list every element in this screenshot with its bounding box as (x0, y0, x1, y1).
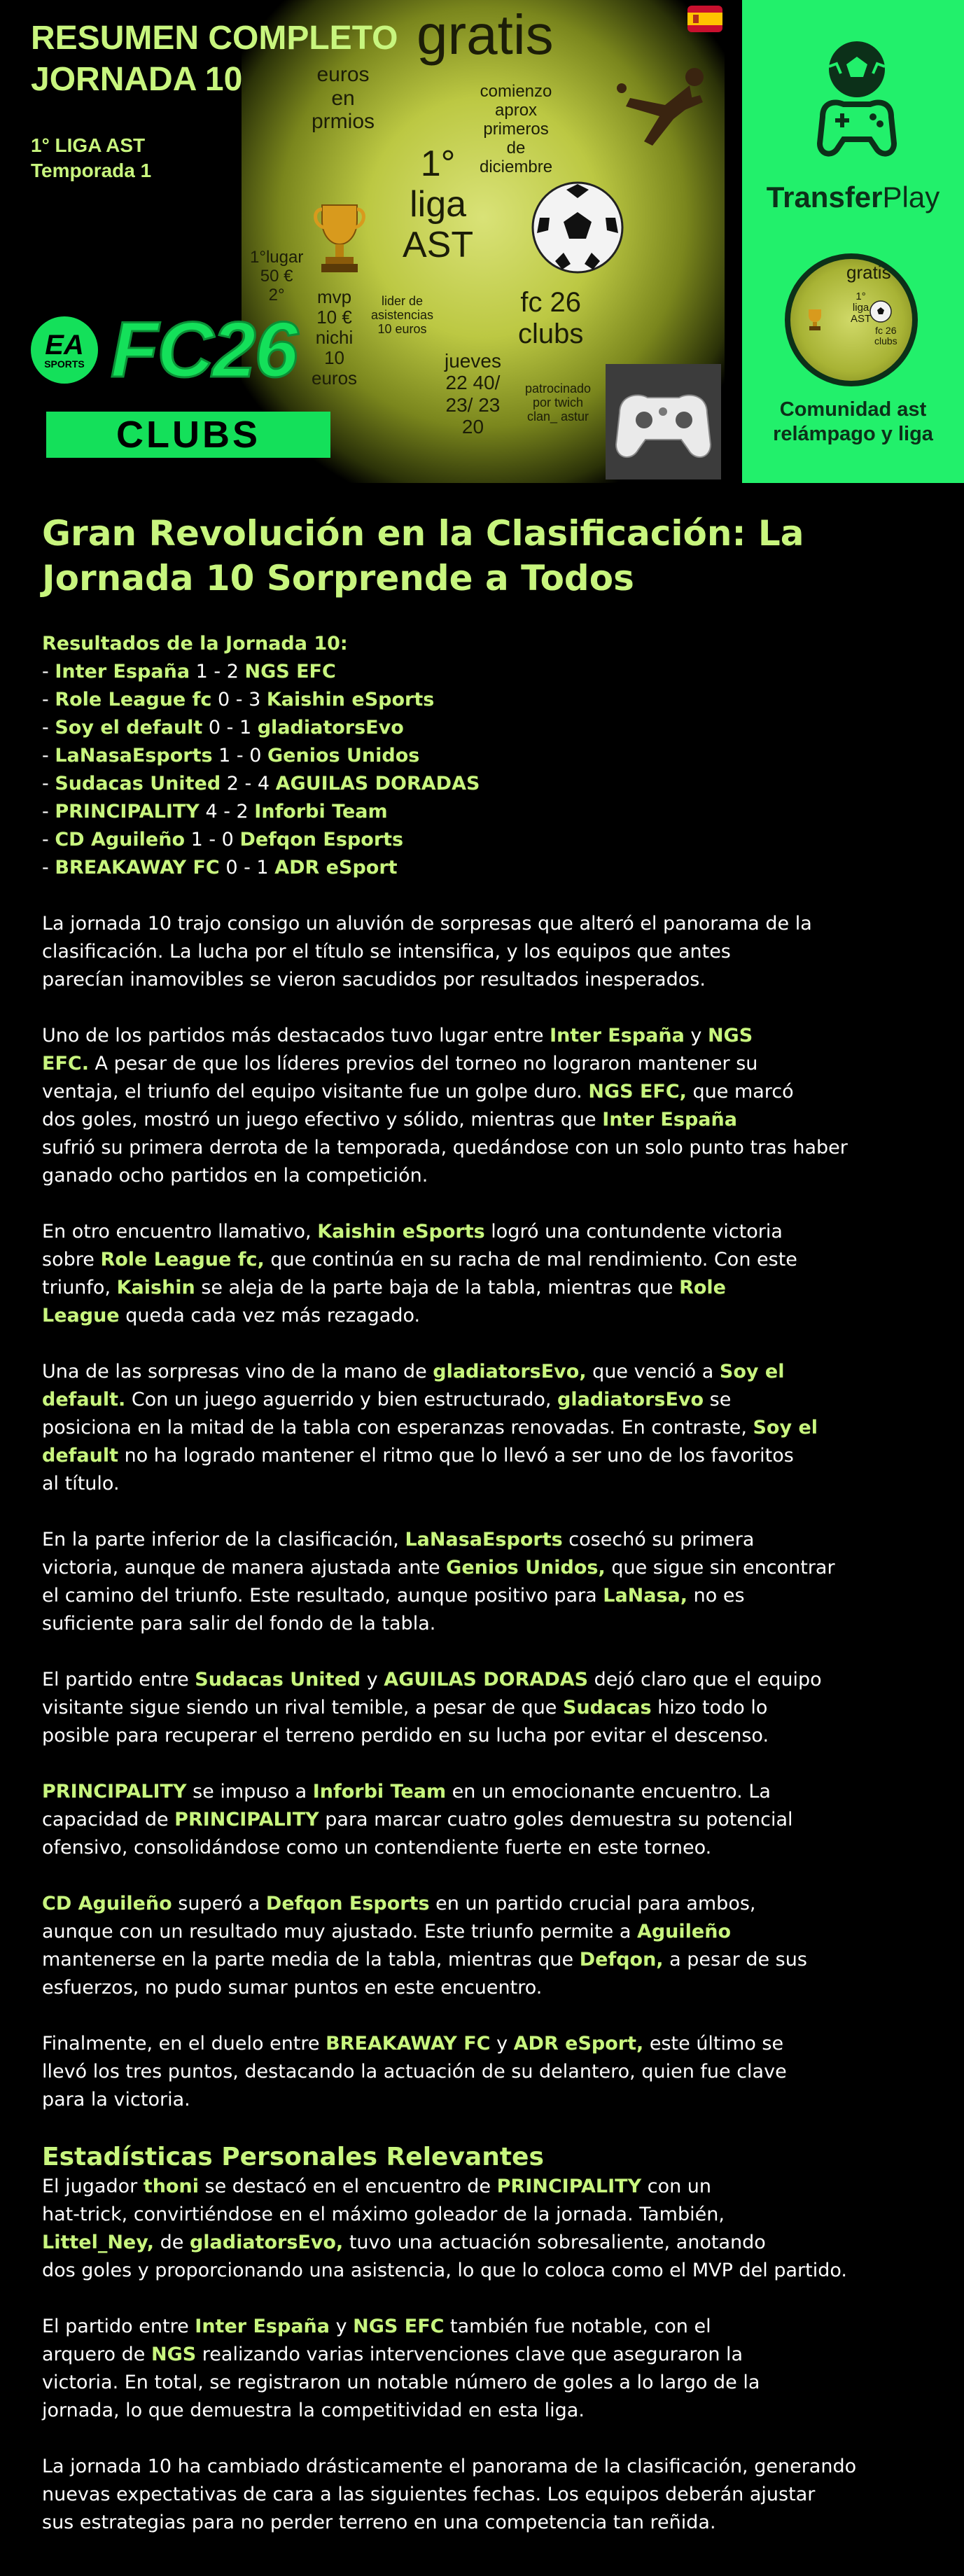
community-avatar[interactable]: gratis 1° liga AST fc 26 clubs (785, 253, 918, 386)
header-title: RESUMEN COMPLETO JORNADA 10 (31, 20, 398, 99)
team-highlight: Defqon, (579, 1949, 664, 1970)
paragraph-line (42, 2341, 924, 2369)
transferplay-name: TransferPlay (766, 181, 940, 214)
text-segment: y (330, 2316, 354, 2337)
text-segment: sobre (42, 1249, 101, 1270)
team-highlight: Inter España (195, 2316, 330, 2337)
text-segment: capacidad de (42, 1809, 175, 1830)
paragraph-line (42, 1806, 924, 1834)
paragraph-line (42, 2229, 924, 2257)
article-paragraph (42, 1778, 924, 1862)
team-highlight: Defqon Esports (265, 1893, 430, 1914)
season-label: Temporada 1 (31, 160, 152, 182)
text-segment: ofensivo, consolidándose como un contendiente fuerte en este torneo. (42, 1837, 712, 1858)
away-team: Kaishin eSports (266, 689, 435, 710)
stats-heading: Estadísticas Personales Relevantes (42, 2143, 544, 2171)
paragraph-line (42, 1218, 924, 1246)
text-segment: posible para recuperar el terreno perdido en su lucha por evitar el descenso. (42, 1725, 769, 1746)
text-segment: El partido entre (42, 1669, 195, 1690)
paragraph-line (42, 1386, 924, 1414)
team-highlight: default. (42, 1389, 126, 1410)
team-highlight: Aguileño (636, 1921, 731, 1942)
clubs-label: CLUBS (46, 412, 330, 458)
text-segment: que marcó (686, 1081, 794, 1102)
team-highlight: Sudacas United (195, 1669, 361, 1690)
poster-prize-text: euros en prmios (312, 63, 375, 134)
community-caption: Comunidad ast relámpago y liga (773, 398, 933, 446)
paragraph-line (42, 966, 924, 994)
text-segment: arquero de (42, 2344, 151, 2365)
text-segment: se (704, 1389, 732, 1410)
match-score: 0 - 1 (208, 717, 252, 738)
text-segment: de (154, 2232, 190, 2253)
team-highlight: EFC. (42, 1053, 89, 1074)
team-highlight: LaNasa, (603, 1585, 688, 1606)
paragraph-line (42, 2257, 924, 2285)
text-segment: sus estrategias para no perder terreno en una competencia tan reñida. (42, 2512, 716, 2533)
paragraph-line (42, 2369, 924, 2397)
text-segment: A pesar de que los líderes previos del torneo no lograron mantener su (88, 1053, 758, 1074)
text-segment: nuevas expectativas de cara a las siguientes fechas. Los equipos deberán ajustar (42, 2484, 816, 2505)
paragraph-line (42, 2397, 924, 2425)
result-row: - CD Aguileño 1 - 0 Defqon Esports (42, 829, 404, 850)
text-segment: victoria, aunque de manera ajustada ante (42, 1557, 447, 1578)
text-segment: y (490, 2033, 514, 2054)
text-segment: dos goles, mostró un juego efectivo y sólido, mientras que (42, 1109, 603, 1130)
team-highlight: PRINCIPALITY (42, 1781, 187, 1802)
article (42, 511, 924, 2565)
team-highlight: Inter España (550, 1025, 685, 1046)
text-segment: En la parte inferior de la clasificación, (42, 1529, 405, 1550)
header-banner (0, 0, 964, 483)
match-score: 0 - 1 (225, 857, 269, 878)
result-row: - BREAKAWAY FC 0 - 1 ADR eSport (42, 857, 398, 878)
text-segment: y (684, 1025, 708, 1046)
home-team: Soy el default (55, 717, 203, 738)
team-highlight: Inforbi Team (312, 1781, 447, 1802)
text-segment: hizo todo lo (651, 1697, 768, 1718)
soccer-ball-icon (529, 178, 627, 276)
text-segment: En otro encuentro llamativo, (42, 1221, 318, 1242)
team-highlight: LaNasaEsports (405, 1529, 563, 1550)
paragraph-line (42, 1414, 924, 1442)
results-list (42, 658, 924, 882)
paragraph-line (42, 1890, 924, 1918)
paragraph-line (42, 1974, 924, 2002)
paragraph-line (42, 1918, 924, 1946)
text-segment: este último se (643, 2033, 784, 2054)
text-segment: que sigue sin encontrar (605, 1557, 835, 1578)
team-highlight: thoni (143, 2176, 199, 2197)
result-row: - PRINCIPALITY 4 - 2 Inforbi Team (42, 801, 388, 822)
paragraph-line (42, 1134, 924, 1162)
poster-sponsor: patrocinado por twich clan_ astur (525, 382, 592, 424)
paragraph-line (42, 2453, 924, 2481)
team-highlight: Soy el (753, 1417, 818, 1438)
article-paragraph (42, 1218, 924, 1330)
text-segment: para la victoria. (42, 2089, 190, 2110)
result-row: - Inter España 1 - 2 NGS EFC (42, 661, 336, 682)
paragraph-line (42, 2058, 924, 2086)
text-segment: triunfo, (42, 1277, 117, 1298)
paragraph-line (42, 2173, 924, 2201)
gamepad-icon (606, 364, 721, 479)
paragraph-line (42, 1274, 924, 1302)
text-segment: hat-trick, convirtiéndose en el máximo goleador de la jornada. También, (42, 2204, 725, 2225)
team-highlight: gladiatorsEvo, (433, 1361, 587, 1382)
text-segment: victoria. En total, se registraron un notable número de goles a lo largo de la (42, 2372, 760, 2393)
text-segment: esfuerzos, no pudo sumar puntos en este encuentro. (42, 1977, 543, 1998)
result-row: - LaNasaEsports 1 - 0 Genios Unidos (42, 745, 420, 766)
article-paragraph (42, 2453, 924, 2537)
paragraph-line (42, 2086, 924, 2114)
home-team: PRINCIPALITY (55, 801, 200, 822)
team-highlight: default (42, 1445, 118, 1466)
poster-start-text: comienzo aprox primeros de diciembre (480, 82, 553, 176)
home-team: LaNasaEsports (55, 745, 213, 766)
paragraph-line (42, 1666, 924, 1694)
match-score: 1 - 0 (218, 745, 262, 766)
text-segment: Con un juego aguerrido y bien estructurado, (125, 1389, 558, 1410)
text-segment: no ha logrado mantener el ritmo que lo llevó a ser uno de los favoritos (118, 1445, 794, 1466)
article-paragraph (42, 1358, 924, 1498)
result-row: - Sudacas United 2 - 4 AGUILAS DORADAS (42, 773, 480, 794)
home-team: CD Aguileño (55, 829, 185, 850)
text-segment: El partido entre (42, 2316, 195, 2337)
text-segment: mantenerse en la parte media de la tabla, mientras que (42, 1949, 580, 1970)
article-paragraph (42, 1666, 924, 1750)
text-segment: logró una contundente victoria (484, 1221, 783, 1242)
paragraph-line (42, 1694, 924, 1722)
home-team: Sudacas United (55, 773, 221, 794)
home-team: BREAKAWAY FC (55, 857, 220, 878)
paragraph-line (42, 910, 924, 938)
poster-first-place: 1°lugar 50 € 2° (250, 248, 304, 304)
text-segment: se impuso a (186, 1781, 313, 1802)
text-segment: al título. (42, 1473, 120, 1494)
paragraph-line (42, 1526, 924, 1554)
team-highlight: NGS EFC (353, 2316, 445, 2337)
team-highlight: NGS (151, 2344, 197, 2365)
match-score: 1 - 2 (195, 661, 239, 682)
text-segment: se destacó en el encuentro de (198, 2176, 497, 2197)
team-highlight: Kaishin (116, 1277, 195, 1298)
text-segment: ventaja, el triunfo del equipo visitante fue un golpe duro. (42, 1081, 589, 1102)
paragraph-line (42, 1610, 924, 1638)
text-segment: en un partido crucial para ambos, (429, 1893, 756, 1914)
paragraph-line (42, 1722, 924, 1750)
team-highlight: AGUILAS DORADAS (384, 1669, 589, 1690)
text-segment: cosechó su primera (562, 1529, 755, 1550)
poster-league-text: 1° liga AST (403, 144, 474, 266)
ea-sports-logo: EA SPORTS (31, 316, 98, 384)
result-row: - Soy el default 0 - 1 gladiatorsEvo (42, 717, 404, 738)
article-paragraph (42, 2313, 924, 2425)
paragraph-line (42, 1050, 924, 1078)
team-highlight: CD Aguileño (42, 1893, 172, 1914)
text-segment: jornada, lo que demuestra la competitividad en esta liga. (42, 2400, 585, 2421)
article-paragraph (42, 1022, 924, 1190)
paragraph-line (42, 1162, 924, 1190)
mini-soccer-ball-icon (869, 300, 893, 323)
match-score: 4 - 2 (205, 801, 249, 822)
text-segment: El jugador (42, 2176, 144, 2197)
text-segment: dejó claro que el equipo (588, 1669, 822, 1690)
team-highlight: gladiatorsEvo (557, 1389, 704, 1410)
away-team: Inforbi Team (254, 801, 388, 822)
team-highlight: Sudacas (563, 1697, 652, 1718)
article-paragraph (42, 1890, 924, 2002)
team-highlight: Inter España (602, 1109, 737, 1130)
home-team: Role League fc (55, 689, 212, 710)
text-segment: suficiente para salir del fondo de la tabla. (42, 1613, 436, 1634)
text-segment: visitante sigue siendo un rival temible, a pesar de que (42, 1697, 564, 1718)
stats-body (42, 2173, 924, 2537)
text-segment: se aleja de la parte baja de la tabla, mientras que (195, 1277, 680, 1298)
team-highlight: NGS (707, 1025, 753, 1046)
mini-trophy-icon (806, 308, 824, 332)
team-highlight: Soy el (719, 1361, 785, 1382)
text-segment: Finalmente, en el duelo entre (42, 2033, 326, 2054)
text-segment: con un (641, 2176, 712, 2197)
text-segment: La jornada 10 ha cambiado drásticamente el panorama de la clasificación, generando (42, 2456, 857, 2477)
text-segment: parecían inamovibles se vieron sacudidos por resultados inesperados. (42, 969, 706, 990)
home-team: Inter España (55, 661, 190, 682)
text-segment: también fue notable, con el (444, 2316, 711, 2337)
paragraph-line (42, 1358, 924, 1386)
text-segment: clasificación. La lucha por el título se intensifica, y los equipos que antes (42, 941, 731, 962)
paragraph-line (42, 1582, 924, 1610)
text-segment: y (361, 1669, 384, 1690)
text-segment: tuvo una actuación sobresaliente, anotando (343, 2232, 766, 2253)
paragraph-line (42, 1554, 924, 1582)
article-paragraph (42, 2173, 924, 2285)
paragraph-line (42, 1246, 924, 1274)
transferplay-panel (742, 0, 964, 483)
match-score: 2 - 4 (226, 773, 270, 794)
text-segment: superó a (172, 1893, 266, 1914)
paragraph-line (42, 1106, 924, 1134)
team-highlight: Role (679, 1277, 726, 1298)
text-segment: que continúa en su racha de mal rendimiento. Con este (264, 1249, 797, 1270)
text-segment: ganado ocho partidos en la competición. (42, 1165, 428, 1186)
poster-fc26: fc 26 clubs (518, 287, 584, 349)
paragraph-line (42, 2030, 924, 2058)
text-segment: Uno de los partidos más destacados tuvo lugar entre (42, 1025, 550, 1046)
team-highlight: PRINCIPALITY (174, 1809, 319, 1830)
article-paragraph (42, 910, 924, 994)
spain-flag-icon (686, 0, 724, 38)
paragraph-line (42, 1302, 924, 1330)
team-highlight: NGS EFC, (588, 1081, 687, 1102)
text-segment: sufrió su primera derrota de la temporada, quedándose con un solo punto tras haber (42, 1137, 848, 1158)
text-segment: a pesar de sus (663, 1949, 807, 1970)
away-team: Defqon Esports (239, 829, 404, 850)
text-segment: que venció a (586, 1361, 720, 1382)
paragraph-line (42, 1778, 924, 1806)
team-highlight: Genios Unidos, (446, 1557, 606, 1578)
poster-schedule: jueves 22 40/ 23/ 23 20 (445, 350, 501, 438)
paragraph-line (42, 2509, 924, 2537)
text-segment: realizando varias intervenciones clave que aseguraron la (196, 2344, 743, 2365)
header-league-info (31, 133, 151, 184)
text-segment: aunque con un resultado muy ajustado. Este triunfo permite a (42, 1921, 637, 1942)
match-score: 1 - 0 (190, 829, 234, 850)
paragraph-line (42, 938, 924, 966)
team-highlight: PRINCIPALITY (496, 2176, 642, 2197)
away-team: AGUILAS DORADAS (275, 773, 480, 794)
paragraph-line (42, 2313, 924, 2341)
paragraph-line (42, 2481, 924, 2509)
text-segment: en un emocionante encuentro. La (446, 1781, 771, 1802)
paragraph-line (42, 1946, 924, 1974)
text-segment: Una de las sorpresas vino de la mano de (42, 1361, 433, 1382)
article-title: Gran Revolución en la Clasificación: La Jornada 10 Sorprende a Todos (42, 513, 804, 598)
paragraph-line (42, 1442, 924, 1470)
away-team: Genios Unidos (267, 745, 420, 766)
poster-mvp: mvp 10 € nichi 10 euros (312, 286, 358, 389)
team-highlight: gladiatorsEvo, (189, 2232, 344, 2253)
text-segment: dos goles y proporcionando una asistencia, lo que lo coloca como el MVP del partido. (42, 2260, 847, 2281)
away-team: NGS EFC (244, 661, 336, 682)
text-segment: posiciona en la mitad de la tabla con esperanzas renovadas. En contraste, (42, 1417, 753, 1438)
paragraph-line (42, 1078, 924, 1106)
team-highlight: League (42, 1305, 120, 1326)
player-silhouette-icon (616, 63, 714, 154)
match-score: 0 - 3 (217, 689, 261, 710)
results-heading: Resultados de la Jornada 10: (42, 633, 348, 654)
article-paragraph (42, 2030, 924, 2114)
league-name: 1° LIGA AST (31, 134, 146, 156)
article-paragraph (42, 1526, 924, 1638)
paragraph-line (42, 1834, 924, 1862)
away-team: gladiatorsEvo (257, 717, 404, 738)
article-body (42, 910, 924, 2114)
text-segment: La jornada 10 trajo consigo un aluvión de sorpresas que alteró el panorama de la (42, 913, 812, 934)
text-segment: el camino del triunfo. Este resultado, aunque positivo para (42, 1585, 603, 1606)
poster-assists-leader: lider de asistencias 10 euros (371, 294, 434, 337)
text-segment: queda cada vez más rezagado. (119, 1305, 421, 1326)
result-row: - Role League fc 0 - 3 Kaishin eSports (42, 689, 435, 710)
transferplay-logo-icon (816, 38, 898, 158)
fc26-logo: FC26 (111, 306, 297, 393)
team-highlight: Kaishin eSports (317, 1221, 485, 1242)
team-highlight: BREAKAWAY FC (326, 2033, 491, 2054)
paragraph-line (42, 1022, 924, 1050)
poster-gratis: gratis (417, 4, 554, 66)
paragraph-line (42, 1470, 924, 1498)
paragraph-line (42, 2201, 924, 2229)
team-highlight: Role League fc, (100, 1249, 265, 1270)
text-segment: para marcar cuatro goles demuestra su potencial (319, 1809, 793, 1830)
results-section (42, 630, 924, 882)
team-highlight: ADR eSport, (513, 2033, 644, 2054)
trophy-icon (312, 200, 368, 276)
away-team: ADR eSport (274, 857, 398, 878)
text-segment: no es (687, 1585, 745, 1606)
team-highlight: Littel_Ney, (42, 2232, 155, 2253)
text-segment: llevó los tres puntos, destacando la actuación de su delantero, quien fue clave (42, 2061, 787, 2082)
